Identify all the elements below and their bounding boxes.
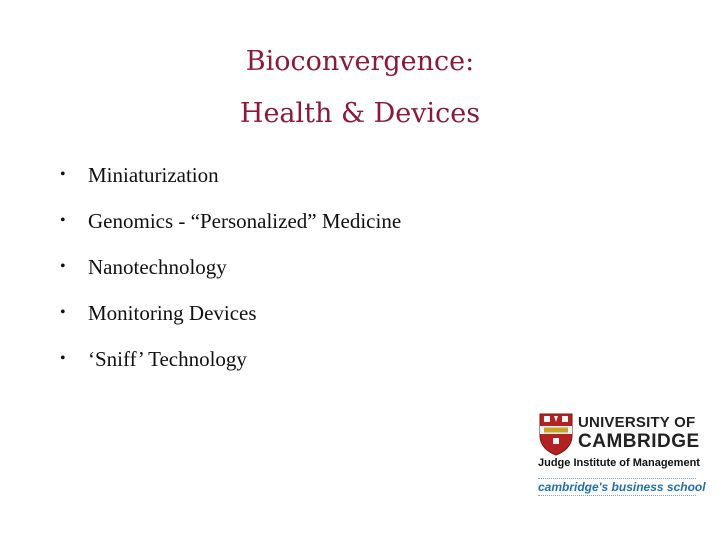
bullet-item <box>60 244 401 290</box>
bullet-dot-icon: • <box>60 212 66 229</box>
university-shield-icon <box>538 412 574 456</box>
logo-line-university: UNIVERSITY OF <box>578 414 696 431</box>
slide-title-line-2: Health & Devices <box>239 98 481 129</box>
cambridge-logo <box>536 412 706 498</box>
bullet-dot-icon: • <box>60 304 66 321</box>
logo-tagline: cambridge's business school <box>538 480 706 494</box>
bullet-item <box>60 198 401 244</box>
bullet-dot-icon: • <box>60 258 66 275</box>
bullet-text: Miniaturization <box>88 162 219 187</box>
bullet-item <box>60 336 401 382</box>
logo-line-cambridge: CAMBRIDGE <box>578 431 700 452</box>
bullet-text: Nanotechnology <box>88 254 227 279</box>
bullet-text: Monitoring Devices <box>88 300 257 325</box>
bullet-item <box>60 152 401 198</box>
slide-title-line-1: Bioconvergence: <box>245 46 475 77</box>
bullet-dot-icon: • <box>60 166 66 183</box>
slide-title <box>0 36 720 140</box>
bullet-item <box>60 290 401 336</box>
logo-line-institute: Judge Institute of Management <box>538 457 700 469</box>
bullet-list <box>60 152 401 382</box>
bullet-dot-icon: • <box>60 350 66 367</box>
bullet-text: ‘Sniff’ Technology <box>88 346 247 371</box>
bullet-text: Genomics - “Personalized” Medicine <box>88 208 402 233</box>
